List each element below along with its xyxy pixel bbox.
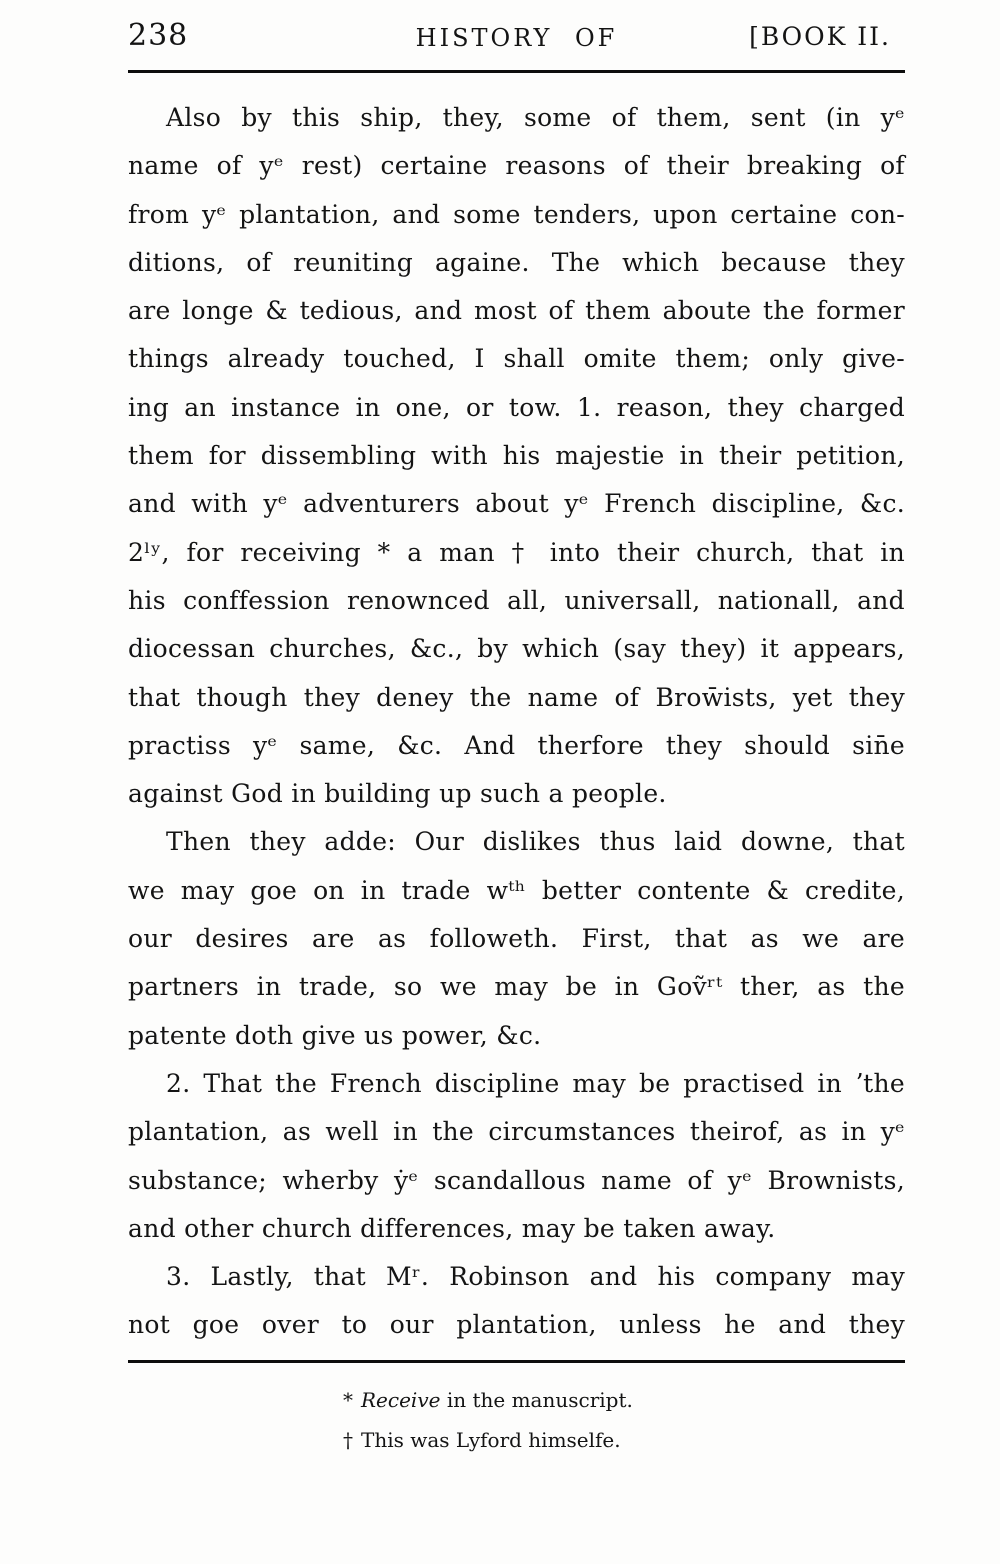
text-line: 3. Lastly, that Mʳ. Robinson and his company may [166, 1262, 905, 1292]
text-line: them for dissembling with his majestie in their petition, [128, 441, 905, 471]
paragraph [128, 1253, 905, 1350]
text-line: 2. That the French discipline may be practised in ʼthe [166, 1068, 905, 1098]
body-text [128, 94, 905, 1350]
text-line: and with yᵉ adventurers about yᵉ French discipline, &c. [128, 489, 905, 519]
footnote-term: Receive [361, 1388, 441, 1412]
footnote-rule [128, 1360, 905, 1363]
running-title: HISTORY OF [415, 24, 618, 52]
footnote-text: in the manuscript. [440, 1388, 633, 1412]
text-line: against God in building up such a people. [128, 779, 667, 809]
page-number: 238 [128, 18, 189, 53]
text-line: partners in trade, so we may be in Goṽʳᵗ ther, as the [128, 972, 905, 1002]
text-line: we may goe on in trade wᵗʰ better contente & credite, [128, 875, 905, 905]
dagger-marker: † [343, 1428, 353, 1452]
text-line: and other church differences, may be taken away. [128, 1213, 776, 1243]
text-line: not goe over to our plantation, unless he and they [128, 1310, 905, 1340]
paragraph [128, 1060, 905, 1253]
text-line: are longe & tedious, and most of them aboute the former [128, 296, 905, 326]
text-line: name of yᵉ rest) certaine reasons of their breaking of [128, 151, 905, 181]
page-content [128, 0, 905, 1564]
footnote [343, 1380, 633, 1420]
text-line: things already touched, I shall omite them; only give- [128, 344, 905, 374]
running-head [128, 16, 905, 60]
footnote [343, 1420, 633, 1460]
text-line: substance; wherby ẏᵉ scandallous name of yᵉ Brownists, [128, 1165, 905, 1195]
header-rule [128, 70, 905, 73]
text-line: plantation, as well in the circumstances theirof, as in yᵉ [128, 1117, 905, 1147]
paragraph [128, 94, 905, 818]
text-line: from yᵉ plantation, and some tenders, upon certaine con- [128, 199, 905, 229]
text-line: patente doth give us power, &c. [128, 1020, 542, 1050]
text-line: our desires are as followeth. First, that as we are [128, 924, 905, 954]
text-line: his conffession renownced all, universall, nationall, and [128, 585, 905, 615]
text-line: 2ˡʸ, for receiving * a man † into their church, that in [128, 537, 905, 567]
text-line: ing an instance in one, or tow. 1. reason, they charged [128, 392, 905, 422]
text-line: Also by this ship, they, some of them, sent (in yᵉ [166, 103, 905, 132]
text-line: diocessan churches, &c., by which (say they) it appears, [128, 634, 905, 664]
text-line: that though they deney the name of Brow̄ists, yet they [128, 682, 905, 712]
book-label: [BOOK II. [749, 22, 891, 51]
paragraph [128, 818, 905, 1059]
footnote-text: This was Lyford himselfe. [361, 1428, 621, 1452]
text-line: practiss yᵉ same, &c. And therfore they should sin̄e [128, 730, 905, 760]
text-line: ditions, of reuniting againe. The which because they [128, 247, 905, 277]
asterisk-marker: * [343, 1388, 353, 1412]
text-line: Then they adde: Our dislikes thus laid downe, that [166, 827, 905, 857]
footnotes [343, 1380, 633, 1460]
